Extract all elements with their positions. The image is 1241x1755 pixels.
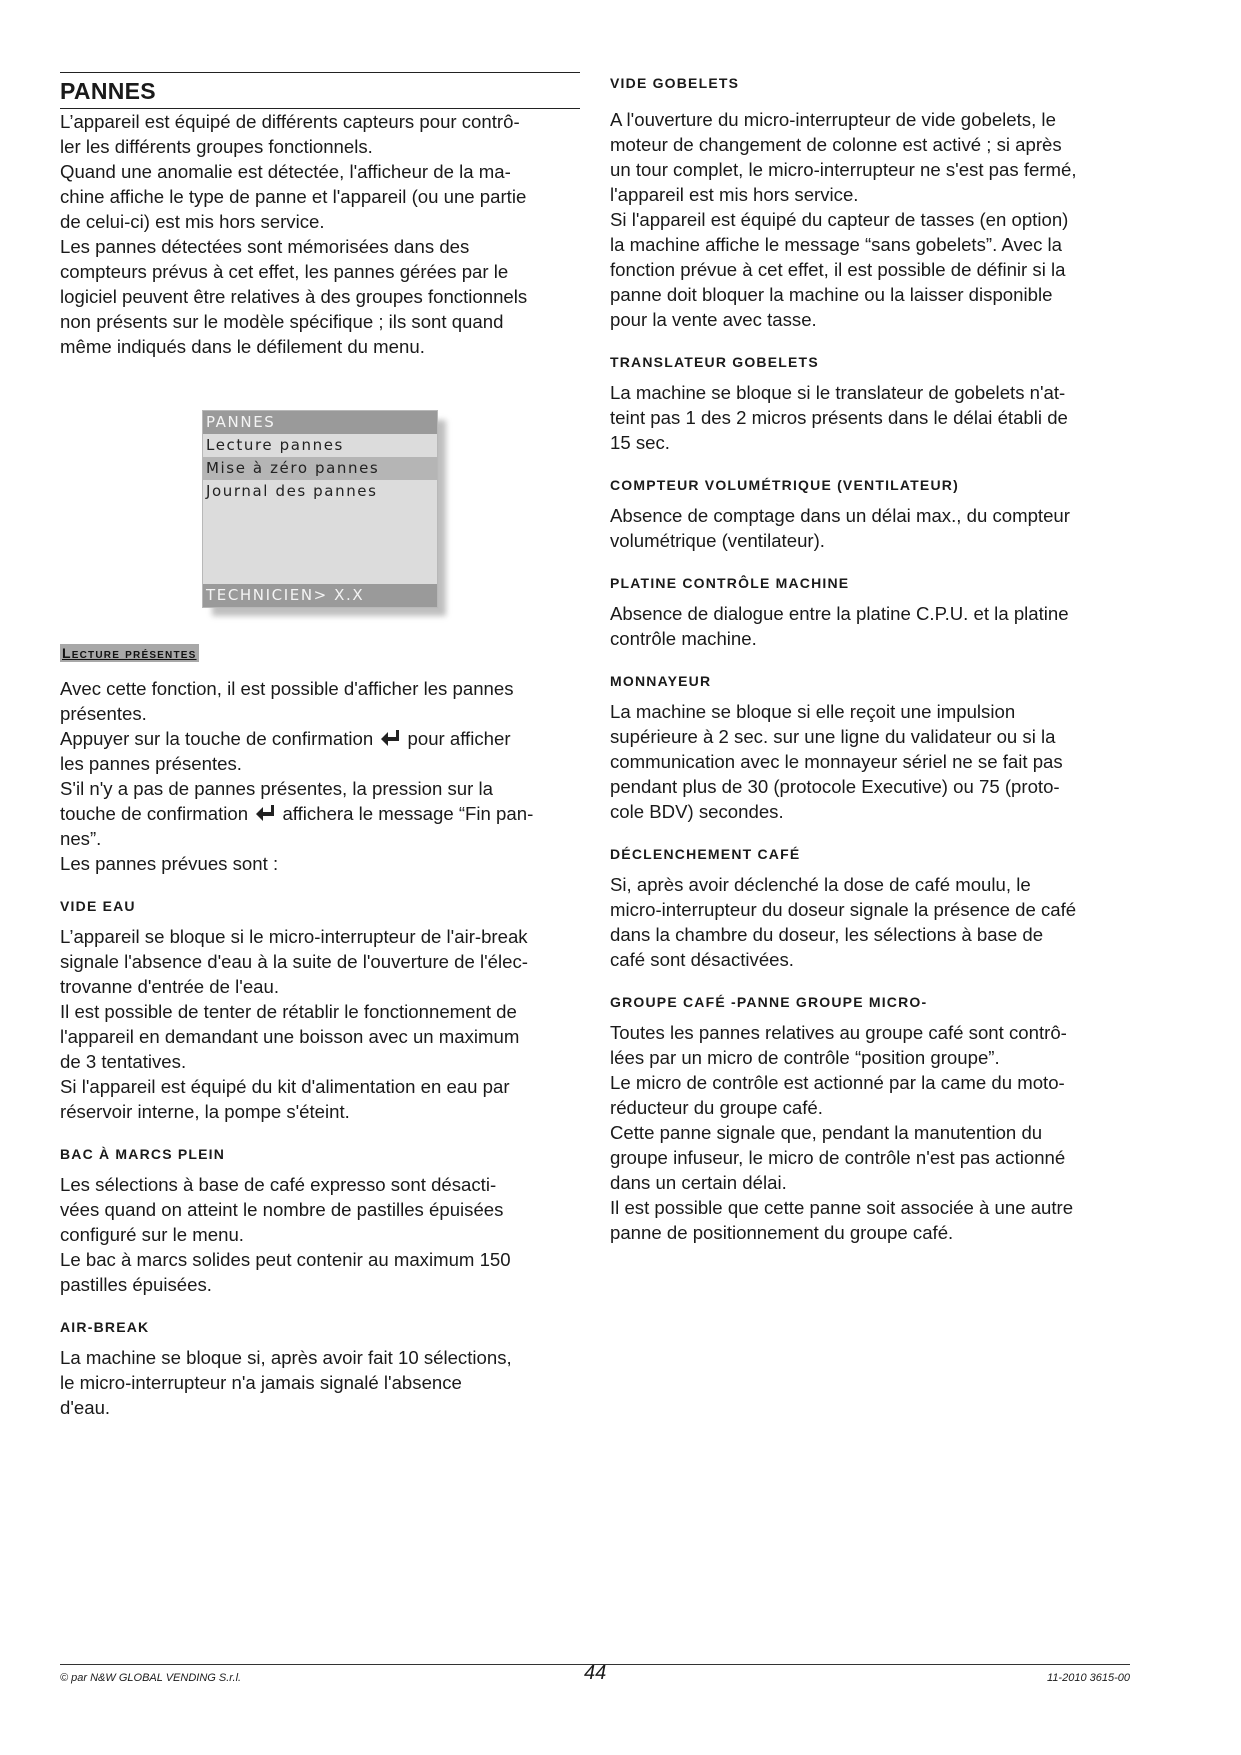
section-air-break-title: AIR-BREAK	[60, 1319, 150, 1335]
lecture-presentes-heading	[60, 644, 199, 662]
lecture-paragraph-2	[60, 726, 580, 776]
section-platine-title: PLATINE CONTRÔLE MACHINE	[610, 575, 850, 591]
lecture-p3-end: affichera le message “Fin pan- nes”.	[60, 803, 534, 849]
intro-paragraph: L’appareil est équipé de différents capteurs pour contrô- ler les différents groupes fonctionnels. Quand une anomalie est détectée, l'afficheur de la ma- chine affiche le type de panne et l'appareil (ou une partie de celui-ci) est mis hors service. Les pannes détectées sont mémorisées dans des compteurs prévus à cet effet, les pannes gérées par le logiciel peuvent être relatives à des groupes fonctionnels non présents sur le modèle spécifique ; ils sont quand même indiqués dans le défilement du menu.	[60, 111, 528, 357]
section-bac-title: BAC À MARCS PLEIN	[60, 1146, 226, 1162]
section-monnayeur-title: MONNAYEUR	[610, 673, 712, 689]
section-declenchement-text: Si, après avoir déclenché la dose de café moulu, le micro-interrupteur du doseur signale la présence de café dans la chambre du doseur, les sélections à base de café sont désactivées.	[610, 874, 1077, 970]
lcd-footer: TECHNICIEN> X.X	[203, 584, 437, 607]
lcd-screen	[202, 410, 438, 608]
lecture-paragraph-3	[60, 776, 580, 851]
enter-key-icon	[380, 729, 400, 748]
lecture-presentes-label: Lecture présentes	[62, 645, 197, 661]
right-column	[610, 72, 1130, 1245]
section-groupe-cafe-title: GROUPE CAFÉ -PANNE GROUPE MICRO-	[610, 994, 928, 1010]
lecture-paragraph-4: Les pannes prévues sont :	[60, 853, 279, 874]
section-groupe-cafe-text: Toutes les pannes relatives au groupe café sont contrô- lées par un micro de contrôle “position groupe”. Le micro de contrôle est actionné par la came du moto- réducteur du groupe café. Cette panne signale que, pendant la manutention du groupe infuseur, le micro de contrôle n'est pas actionné dans un certain délai. Il est possible que cette panne soit associée à une autre panne de positionnement du groupe café.	[610, 1022, 1074, 1243]
section-bac-text: Les sélections à base de café expresso sont désacti- vées quand on atteint le nombre de pastilles épuisées configuré sur le menu. Le bac à marcs solides peut contenir au maximum 150 pastilles épuisées.	[60, 1174, 511, 1295]
lecture-p2-end: pour afficher les pannes présentes.	[60, 728, 511, 774]
lecture-p3-start: S'il n'y a pas de pannes présentes, la pression sur la touche de confirmation	[60, 778, 493, 824]
section-platine-text: Absence de dialogue entre la platine C.P.U. et la platine contrôle machine.	[610, 603, 1069, 649]
section-vide-eau-title: VIDE EAU	[60, 898, 136, 914]
lcd-item-mise-a-zero: Mise à zéro pannes	[203, 457, 437, 480]
lcd-item-lecture-pannes: Lecture pannes	[206, 436, 344, 454]
footer-copyright: © par N&W GLOBAL VENDING S.r.l.	[60, 1672, 242, 1684]
enter-key-icon	[255, 804, 275, 823]
lcd-header: PANNES	[203, 411, 437, 434]
section-declenchement-title: DÉCLENCHEMENT CAFÉ	[610, 846, 801, 862]
section-translateur-text: La machine se bloque si le translateur de gobelets n'at- teint pas 1 des 2 micros présents dans le délai établi de 15 sec.	[610, 382, 1068, 453]
section-vide-eau-text: L’appareil se bloque si le micro-interrupteur de l'air-break signale l'absence d'eau à la suite de l'ouverture de l'élec- trovanne d'entrée de l'eau. Il est possible de tenter de rétablir le fonctionnement de l'appareil en demandant une boisson avec un maximum de 3 tentatives. Si l'appareil est équipé du kit d'alimentation en eau par réservoir interne, la pompe s'éteint.	[60, 926, 528, 1122]
section-air-break-text: La machine se bloque si, après avoir fait 10 sélections, le micro-interrupteur n'a jamais signalé l'absence d'eau.	[60, 1347, 512, 1418]
section-monnayeur-text: La machine se bloque si elle reçoit une impulsion supérieure à 2 sec. sur une ligne du validateur ou si la communication avec le monnayeur sériel ne se fait pas pendant plus de 30 (protocole Executive) ou 75 (proto- cole BDV) secondes.	[610, 701, 1063, 822]
section-compteur-text: Absence de comptage dans un délai max., du compteur volumétrique (ventilateur).	[610, 505, 1070, 551]
section-vide-gobelets-title: VIDE GOBELETS	[610, 75, 740, 91]
page-title: PANNES	[60, 72, 580, 109]
section-compteur-title: COMPTEUR VOLUMÉTRIQUE (VENTILATEUR)	[610, 477, 959, 493]
lecture-p2-start: Appuyer sur la touche de confirmation	[60, 728, 379, 749]
section-translateur-title: TRANSLATEUR GOBELETS	[610, 354, 819, 370]
footer-doc-code: 11-2010 3615-00	[1047, 1672, 1130, 1684]
lcd-item-journal: Journal des pannes	[206, 482, 378, 500]
page-number: 44	[584, 1662, 607, 1684]
left-column	[60, 72, 580, 1420]
lecture-paragraph-1: Avec cette fonction, il est possible d'afficher les pannes présentes.	[60, 678, 514, 724]
section-vide-gobelets-text: A l'ouverture du micro-interrupteur de vide gobelets, le moteur de changement de colonne est activé ; si après un tour complet, le micro-interrupteur ne s'est pas fermé, l'appareil est mis hors service. Si l'appareil est équipé du capteur de tasses (en option) la machine affiche le message “sans gobelets”. Avec la fonction prévue à cet effet, il est possible de définir si la panne doit bloquer la machine ou la laisser disponible pour la vente avec tasse.	[610, 109, 1077, 330]
lcd-menu-display	[202, 410, 436, 606]
